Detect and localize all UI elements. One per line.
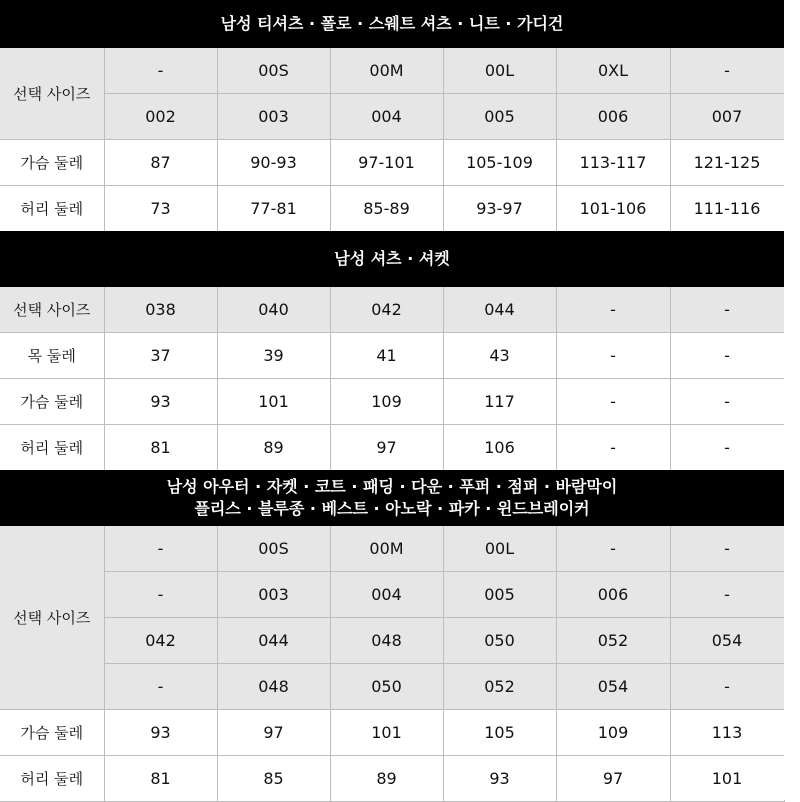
- measure-cell: 81: [104, 424, 217, 470]
- size-cell: 040: [217, 287, 330, 332]
- measure-cell: 73: [104, 185, 217, 231]
- measure-cell: -: [556, 378, 670, 424]
- measure-cell: 81: [104, 755, 217, 801]
- size-cell: -: [670, 526, 784, 571]
- table-row: [0, 332, 784, 378]
- size-cell: 005: [443, 93, 556, 139]
- size-cell: 050: [330, 663, 443, 709]
- measure-cell: 111-116: [670, 185, 784, 231]
- size-cell: -: [670, 571, 784, 617]
- section-1-title: 남성 티셔츠 · 폴로 · 스웨트 셔츠 · 니트 · 가디건: [220, 14, 564, 33]
- size-cell: 007: [670, 93, 784, 139]
- size-cell: 054: [670, 617, 784, 663]
- measure-cell: -: [556, 332, 670, 378]
- measure-cell: -: [670, 332, 784, 378]
- table-row: [0, 571, 784, 617]
- measure-cell: 101: [217, 378, 330, 424]
- measure-cell: 90-93: [217, 139, 330, 185]
- row-label: 허리 둘레: [0, 424, 104, 470]
- size-cell: 052: [556, 617, 670, 663]
- size-cell: 006: [556, 93, 670, 139]
- measure-cell: 121-125: [670, 139, 784, 185]
- section-3-header: [0, 470, 784, 526]
- measure-cell: 97: [217, 709, 330, 755]
- row-label: 가슴 둘레: [0, 709, 104, 755]
- measure-cell: 113: [670, 709, 784, 755]
- size-cell: -: [104, 663, 217, 709]
- section-1-size-table: [0, 48, 785, 232]
- measure-cell: 85: [217, 755, 330, 801]
- measure-cell: 101: [670, 755, 784, 801]
- size-cell: 050: [443, 617, 556, 663]
- size-cell: 038: [104, 287, 217, 332]
- table-row: [0, 378, 784, 424]
- table-row: [0, 48, 784, 93]
- table-row: [0, 709, 784, 755]
- measure-cell: 109: [556, 709, 670, 755]
- table-row: [0, 617, 784, 663]
- measure-cell: -: [556, 424, 670, 470]
- measure-cell: 97: [556, 755, 670, 801]
- size-cell: 003: [217, 93, 330, 139]
- measure-cell: 113-117: [556, 139, 670, 185]
- size-cell: 044: [217, 617, 330, 663]
- table-row: [0, 526, 784, 571]
- size-cell: 052: [443, 663, 556, 709]
- size-cell: 00L: [443, 526, 556, 571]
- size-cell: 002: [104, 93, 217, 139]
- measure-cell: 93: [104, 378, 217, 424]
- size-cell: 004: [330, 571, 443, 617]
- measure-cell: 101: [330, 709, 443, 755]
- size-cell: -: [670, 663, 784, 709]
- measure-cell: -: [670, 378, 784, 424]
- row-label: 허리 둘레: [0, 755, 104, 801]
- measure-cell: 105-109: [443, 139, 556, 185]
- size-cell: 042: [330, 287, 443, 332]
- size-cell: 00S: [217, 526, 330, 571]
- measure-cell: 89: [330, 755, 443, 801]
- section-3-size-table: [0, 526, 785, 802]
- size-cell: 042: [104, 617, 217, 663]
- row-label: 가슴 둘레: [0, 139, 104, 185]
- size-cell: 005: [443, 571, 556, 617]
- section-1-header: [0, 0, 784, 48]
- row-label: 가슴 둘레: [0, 378, 104, 424]
- section-2-size-table: [0, 287, 785, 471]
- measure-cell: 87: [104, 139, 217, 185]
- size-cell: 00L: [443, 48, 556, 93]
- section-2-title: 남성 셔츠 · 셔켓: [334, 249, 450, 268]
- size-cell: -: [104, 571, 217, 617]
- row-label: 선택 사이즈: [0, 526, 104, 709]
- size-cell: 0XL: [556, 48, 670, 93]
- measure-cell: 101-106: [556, 185, 670, 231]
- measure-cell: 77-81: [217, 185, 330, 231]
- table-row: [0, 755, 784, 801]
- measure-cell: 37: [104, 332, 217, 378]
- section-2-header: [0, 231, 784, 287]
- row-label: 목 둘레: [0, 332, 104, 378]
- measure-cell: 93: [443, 755, 556, 801]
- measure-cell: 97-101: [330, 139, 443, 185]
- measure-cell: 109: [330, 378, 443, 424]
- size-cell: 006: [556, 571, 670, 617]
- right-margin: [784, 0, 800, 800]
- table-row: [0, 663, 784, 709]
- table-row: [0, 139, 784, 185]
- measure-cell: 105: [443, 709, 556, 755]
- measure-cell: 85-89: [330, 185, 443, 231]
- size-cell: 048: [217, 663, 330, 709]
- size-cell: 00M: [330, 526, 443, 571]
- section-3-title-line-1: 남성 아우터 · 자켓 · 코트 · 패딩 · 다운 · 푸퍼 · 점퍼 · 바람막이: [166, 477, 618, 496]
- row-label: 선택 사이즈: [0, 287, 104, 332]
- table-row: [0, 93, 784, 139]
- table-row: [0, 424, 784, 470]
- measure-cell: -: [670, 424, 784, 470]
- table-row: [0, 287, 784, 332]
- size-cell: 00M: [330, 48, 443, 93]
- measure-cell: 89: [217, 424, 330, 470]
- row-label: 선택 사이즈: [0, 48, 104, 139]
- size-cell: 004: [330, 93, 443, 139]
- size-cell: -: [670, 48, 784, 93]
- size-cell: 00S: [217, 48, 330, 93]
- section-3-title-line-2: 플리스 · 블루종 · 베스트 · 아노락 · 파카 · 윈드브레이커: [194, 499, 590, 518]
- measure-cell: 93: [104, 709, 217, 755]
- size-cell: 048: [330, 617, 443, 663]
- size-cell: -: [556, 526, 670, 571]
- measure-cell: 97: [330, 424, 443, 470]
- measure-cell: 41: [330, 332, 443, 378]
- size-cell: 054: [556, 663, 670, 709]
- size-cell: -: [670, 287, 784, 332]
- size-cell: -: [104, 526, 217, 571]
- measure-cell: 43: [443, 332, 556, 378]
- size-cell: -: [556, 287, 670, 332]
- table-row: [0, 185, 784, 231]
- measure-cell: 117: [443, 378, 556, 424]
- size-cell: 044: [443, 287, 556, 332]
- row-label: 허리 둘레: [0, 185, 104, 231]
- size-cell: -: [104, 48, 217, 93]
- size-cell: 003: [217, 571, 330, 617]
- measure-cell: 106: [443, 424, 556, 470]
- measure-cell: 93-97: [443, 185, 556, 231]
- measure-cell: 39: [217, 332, 330, 378]
